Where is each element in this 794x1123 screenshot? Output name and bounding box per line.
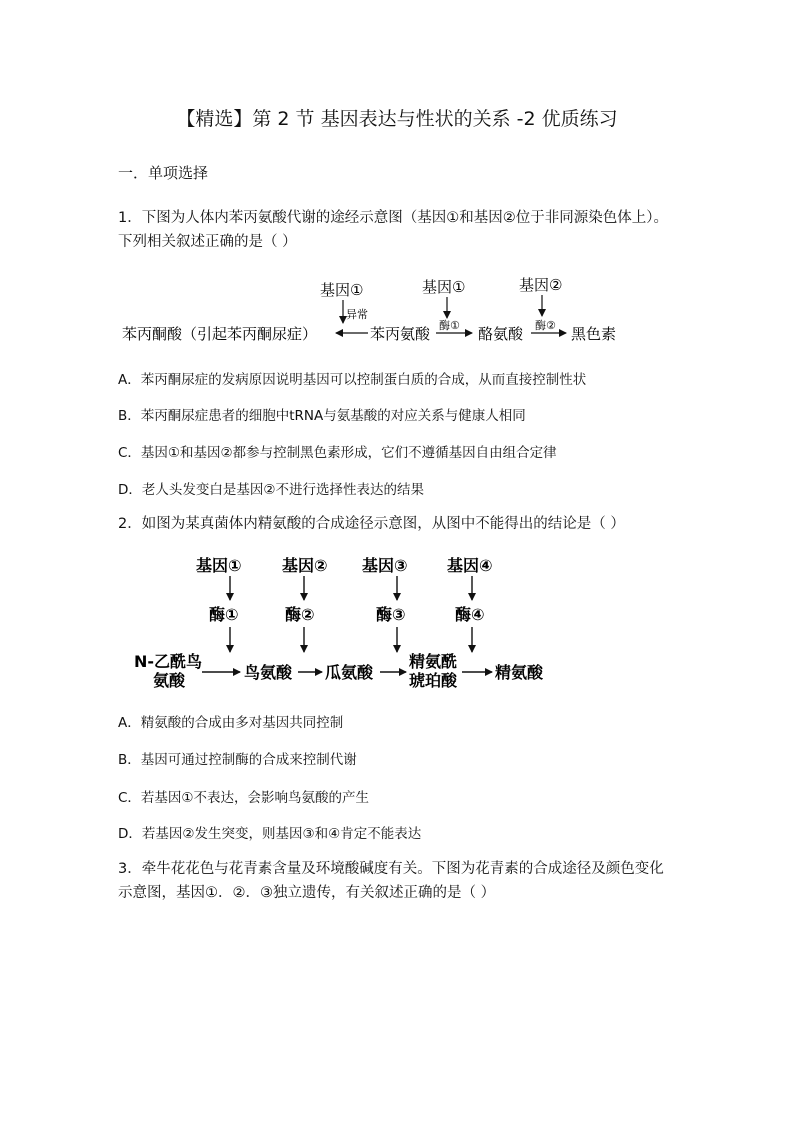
q2-option-a: A．精氨酸的合成由多对基因共同控制	[118, 715, 344, 731]
q2-enzyme2-label: 酶②	[285, 605, 315, 624]
q1-stem-line1: 1．下图为人体内苯丙氨酸代谢的途经示意图（基因①和基因②位于非同源染色体上）。	[118, 210, 668, 226]
q2-option-d: D．若基因②发生突变，则基因③和④肯定不能表达	[118, 826, 422, 842]
q2-option-c: C．若基因①不表达，会影响鸟氨酸的产生	[118, 790, 370, 806]
q1-option-d: D．老人头发变白是基因②不进行选择性表达的结果	[118, 482, 424, 498]
q2-gene2-label: 基因②	[282, 556, 328, 575]
q2-diagram	[134, 556, 544, 690]
section-heading: 一．单项选择	[118, 164, 209, 182]
q2-substrate5: 精氨酸	[495, 663, 544, 682]
q1-abnormal-label: 异常	[346, 308, 368, 321]
q3-stem-line2: 示意图，基因①．②．③独立遗传，有关叙述正确的是（ ）	[118, 885, 496, 901]
q1-enzyme2-label: 酶②	[535, 319, 556, 332]
q1-gene1-mid-label: 基因①	[422, 278, 466, 296]
q2-substrate2: 鸟氨酸	[244, 663, 293, 682]
q1-melanin: 黑色素	[571, 325, 617, 343]
q1-product-left: 苯丙酮酸（引起苯丙酮尿症）	[122, 325, 318, 343]
q1-option-a: A．苯丙酮尿症的发病原因说明基因可以控制蛋白质的合成，从而直接控制性状	[118, 372, 587, 388]
q2-substrate3: 瓜氨酸	[325, 663, 374, 682]
q1-stem-line2: 下列相关叙述正确的是（ ）	[118, 234, 297, 250]
q2-gene1-label: 基因①	[196, 556, 242, 575]
q2-stem: 2．如图为某真菌体内精氨酸的合成途径示意图，从图中不能得出的结论是（ ）	[118, 516, 625, 532]
q2-enzyme3-label: 酶③	[376, 605, 406, 624]
q2-enzyme1-label: 酶①	[209, 605, 239, 624]
q1-gene1-left-label: 基因①	[320, 281, 364, 299]
q3-stem-line1: 3．牵牛花花色与花青素含量及环境酸碱度有关。下图为花青素的合成途径及颜色变化	[118, 861, 664, 877]
q1-enzyme1-label: 酶①	[439, 319, 460, 332]
q1-tyr: 酪氨酸	[478, 325, 524, 343]
q1-phe: 苯丙氨酸	[370, 325, 431, 343]
q2-gene3-label: 基因③	[362, 556, 408, 575]
q2-substrate4-line1: 精氨酰	[409, 652, 458, 671]
q2-substrate1-line1: N-乙酰鸟	[134, 652, 203, 671]
q1-option-b: B．苯丙酮尿症患者的细胞中tRNA与氨基酸的对应关系与健康人相同	[118, 408, 526, 424]
q2-enzyme4-label: 酶④	[455, 605, 485, 624]
q1-option-c: C．基因①和基因②都参与控制黑色素形成，它们不遵循基因自由组合定律	[118, 445, 557, 461]
q2-option-b: B．基因可通过控制酶的合成来控制代谢	[118, 752, 357, 768]
q2-substrate4-line2: 琥珀酸	[409, 671, 458, 690]
page-title: 【精选】第 2 节 基因表达与性状的关系 -2 优质练习	[176, 108, 618, 130]
q2-substrate1-line2: 氨酸	[153, 671, 186, 690]
q1-diagram	[122, 276, 616, 343]
q2-gene4-label: 基因④	[447, 556, 493, 575]
q1-gene2-label: 基因②	[519, 276, 563, 294]
